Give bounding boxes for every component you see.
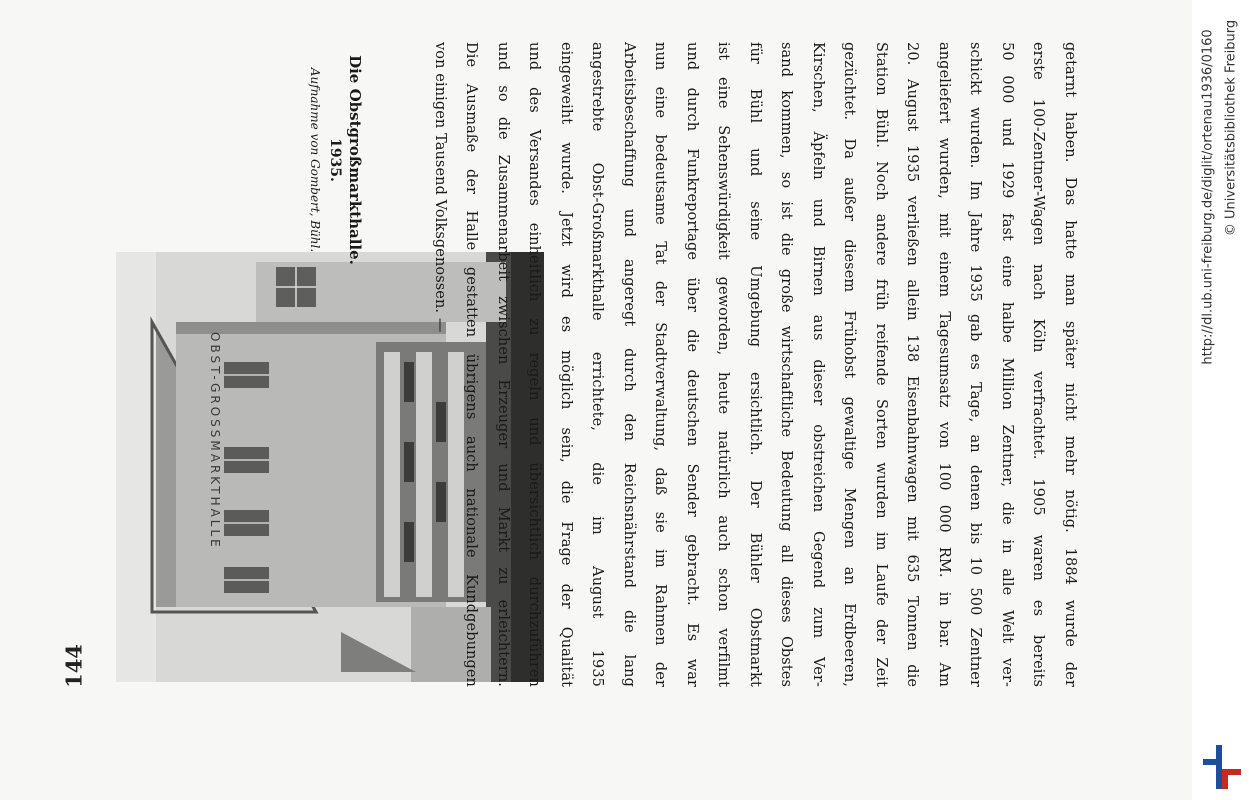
text-line: und durch Funkreportage über die deutschen Sender gebracht. Es war [684,42,700,687]
text-line: 20. August 1935 verließen allein 138 Eisenbahnwagen mit 635 Tonnen die [904,42,921,687]
body-text [432,42,1085,687]
ub-freiburg-logo-icon[interactable] [1203,745,1241,789]
text-line: Station Bühl. Noch andere früh reifende Sorten wurden im Laufe der Zeit [873,42,889,687]
text-line: 50 000 und 1929 fast eine halbe Million Zentner, die in alle Welt ver- [999,42,1015,687]
source-url-link[interactable]: http://dl.ub.uni-freiburg.de/diglit/ortenau1936/0160 [1200,29,1216,365]
text-line: Die Ausmaße der Halle gestatten übrigens auch nationale Kundgebungen [463,42,480,687]
text-line: angeliefert wurden, mit einem Tagesumsatz von 100 000 RM. in bar. Am [936,42,952,687]
text-line: nun eine bedeutsame Tat der Stadtverwaltung, daß sie im Rahmen der [652,42,669,687]
text-line: und so die Zusammenarbeit zwischen Erzeuger und Markt zu erleichtern. [495,42,511,687]
text-line: schickt wurden. Im Jahre 1935 gab es Tage, an denen bis 10 500 Zentner [967,42,984,687]
text-line: sand kommen, so ist die große wirtschaftliche Bedeutung all dieses Obstes [778,42,795,687]
text-line: Kirschen, Äpfeln und Birnen aus dieser obstreichen Gegend zum Ver- [810,42,826,687]
caption-credit: Aufnahme von Gombert, Bühl. [308,67,322,253]
text-line: für Bühl und seine Umgebung ersichtlich. Der Bühler Obstmarkt [747,42,763,687]
body-text-block [432,42,1085,687]
caption-title: Die Obstgroßmarkthalle. [346,55,364,265]
text-line: angestrebte Obst-Großmarkthalle errichtete, die im August 1935 [589,42,606,687]
text-line: und des Versandes einheitlich zu regeln und übersichtlich durchzuführen [526,42,543,687]
text-line: getarnt haben. Das hatte man später nicht mehr nötig. 1884 wurde der [1062,42,1078,687]
text-line: ist eine Sehenswürdigkeit geworden, heute natürlich auch schon verfilmt [715,42,732,687]
photo-caption [295,40,365,280]
text-line: erste 100-Zentner-Wagen nach Köln verfrachtet. 1905 waren es bereits [1030,42,1047,687]
facade-lettering: OBST-GROSSMARKTHALLE [208,332,222,550]
text-line: eingeweiht wurde. Jetzt wird es möglich sein, die Frage der Qualität [558,42,574,687]
caption-year: 1935. [327,138,343,182]
text-line: gezüchtet. Da außer diesem Frühobst gewaltige Mengen an Erdbeeren, [841,42,858,687]
text-line: Arbeitsbeschaffung und angeregt durch den Reichsnährstand die lang [621,42,637,687]
copyright-notice: © Universitätsbibliothek Freiburg [1223,19,1239,237]
page-number: 144 [61,644,87,688]
text-line: von einigen Tausend Volksgenossen. — [432,42,448,333]
